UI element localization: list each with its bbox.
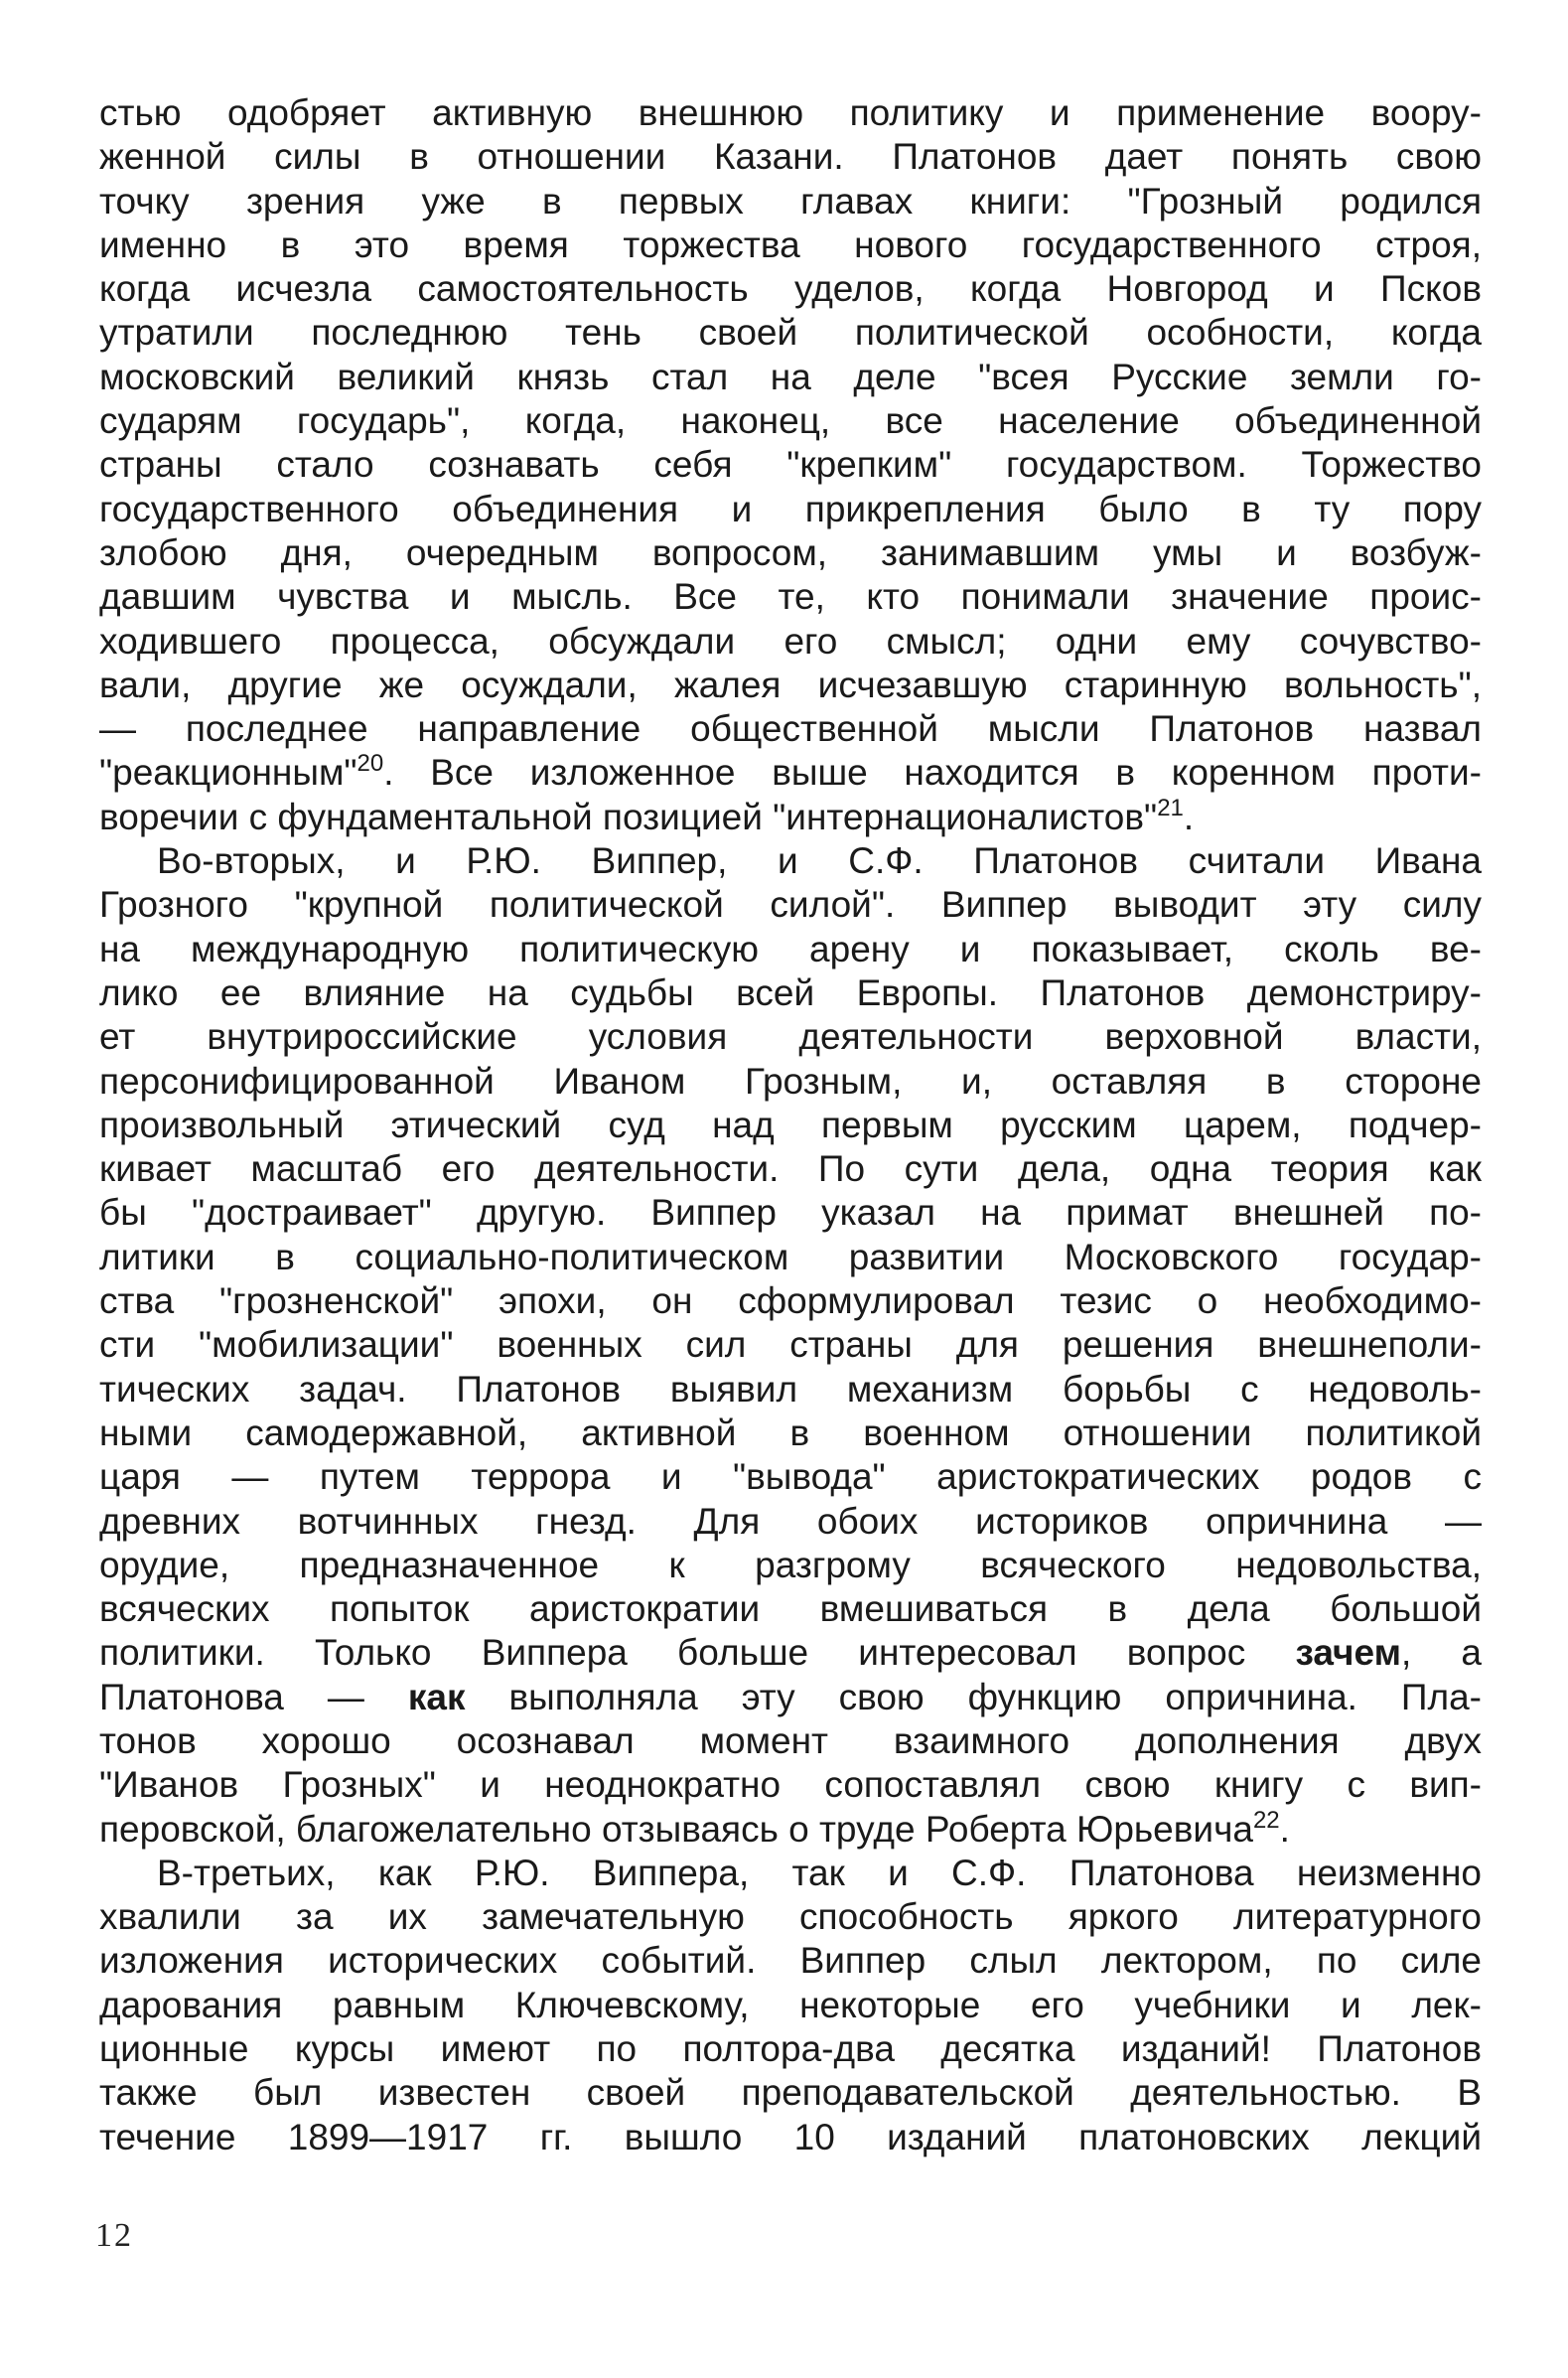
text-line: точку зрения уже в первых главах книги: "Грозный родился [99,180,1482,222]
text-line: тических задач. Платонов выявил механизм борьбы с недоволь- [99,1368,1482,1410]
text-line: московский великий князь стал на деле "всея Русские земли го- [99,356,1482,397]
text-line: орудие, предназначенное к разгрому всяческого недовольства, [99,1544,1482,1585]
text-line: Во-вторых, и Р.Ю. Виппер, и С.Ф. Платонов считали Ивана [157,840,1482,882]
text-line: кивает масштаб его деятельности. По сути дела, одна теория как [99,1148,1482,1190]
text-line: "Иванов Грозных" и неоднократно сопоставлял свою книгу с вип- [99,1764,1482,1806]
text-line: злобою дня, очередным вопросом, занимавшим умы и возбуж- [99,531,1482,573]
text-line [99,796,1482,839]
text-line [99,1676,1482,1719]
text-line: изложения исторических событий. Виппер слыл лектором, по силе [99,1940,1482,1982]
text-line: бы "достраивает" другую. Виппер указал на примат внешней по- [99,1192,1482,1234]
page-body [99,91,1482,2159]
text-line [99,751,1482,795]
footnote-ref-21: 21 [1157,794,1184,821]
text-line [99,1631,1482,1675]
emphasis-kak: как [407,1676,466,1717]
text-line: утратили последнюю тень своей политической особности, когда [99,312,1482,354]
text-line: ходившего процесса, обсуждали его смысл; одни ему сочувство- [99,620,1482,662]
text-line: всяческих попыток аристократии вмешиваться в дела большой [99,1588,1482,1630]
text-line: на международную политическую арену и показывает, сколь ве- [99,928,1482,969]
text-line: произвольный этический суд над первым русским царем, подчер- [99,1104,1482,1145]
text-fragment: политики. Только Виппера больше интересовал вопрос [99,1632,1296,1674]
footnote-ref-22: 22 [1252,1806,1280,1834]
text-line: давшим чувства и мысль. Все те, кто понимали значение проис- [99,576,1482,618]
text-line [99,1808,1482,1852]
text-line: ства "грозненской" эпохи, он сформулировал тезис о необходимо- [99,1280,1482,1322]
text-line: когда исчезла самостоятельность уделов, когда Новгород и Псков [99,268,1482,310]
emphasis-zachem: зачем [1295,1632,1401,1674]
text-line: течение 1899—1917 гг. вышло 10 изданий платоновских лекций [99,2116,1482,2157]
text-fragment: выполняла эту свою функцию опричнина. Пла- [465,1676,1482,1717]
text-fragment: перовской, благожелательно отзываясь о труде Роберта Юрьевича [99,1808,1253,1850]
text-line: хвалили за их замечательную способность яркого литературного [99,1896,1482,1938]
text-fragment: , а [1400,1632,1482,1674]
text-line: тонов хорошо осознавал момент взаимного дополнения двух [99,1719,1482,1761]
text-line: женной силы в отношении Казани. Платонов дает понять свою [99,136,1482,178]
text-line: государственного объединения и прикрепления было в ту пору [99,488,1482,529]
text-line: сударям государь", когда, наконец, все население объединенной [99,400,1482,442]
text-line: ными самодержавной, активной в военном отношении политикой [99,1412,1482,1453]
text-line: также был известен своей преподавательской деятельностью. В [99,2072,1482,2114]
text-line: древних вотчинных гнезд. Для обоих историков опричнина — [99,1500,1482,1542]
text-line: сти "мобилизации" военных сил страны для решения внешнеполи- [99,1324,1482,1366]
text-line: Грозного "крупной политической силой". Виппер выводит эту силу [99,884,1482,926]
text-line: литики в социально-политическом развитии Московского государ- [99,1236,1482,1277]
text-fragment: Платонова — [99,1676,408,1717]
text-line: — последнее направление общественной мысли Платонов назвал [99,708,1482,750]
text-fragment: . Все изложенное выше находится в коренном проти- [383,752,1482,794]
text-line: именно в это время торжества нового государственного строя, [99,223,1482,265]
text-line: дарования равным Ключевскому, некоторые его учебники и лек- [99,1984,1482,2025]
text-line: персонифицированной Иваном Грозным, и, оставляя в стороне [99,1060,1482,1102]
text-fragment: "реакционным" [99,752,357,794]
text-line: ет внутрироссийские условия деятельности верховной власти, [99,1016,1482,1058]
paragraph-1 [99,91,1482,839]
text-line: В-третьих, как Р.Ю. Виппера, так и С.Ф. Платонова неизменно [157,1852,1482,1893]
text-line: вали, другие же осуждали, жалея исчезавшую старинную вольность", [99,664,1482,705]
text-fragment: . [1279,1808,1290,1850]
text-line: страны стало сознавать себя "крепким" государством. Торжество [99,444,1482,486]
paragraph-2 [99,839,1482,1852]
footnote-ref-20: 20 [356,750,384,778]
text-fragment: воречии с фундаментальной позицией "интернационалистов" [99,796,1158,837]
text-line: стью одобряет активную внешнюю политику и применение воору- [99,92,1482,133]
text-fragment: . [1183,796,1195,837]
text-line: ционные курсы имеют по полтора-два десятка изданий! Платонов [99,2028,1482,2070]
paragraph-3 [99,1852,1482,2159]
page-number: 12 [95,2217,133,2254]
text-line: царя — путем террора и "вывода" аристократических родов с [99,1456,1482,1498]
text-line: лико ее влияние на судьбы всей Европы. Платонов демонстриру- [99,971,1482,1013]
